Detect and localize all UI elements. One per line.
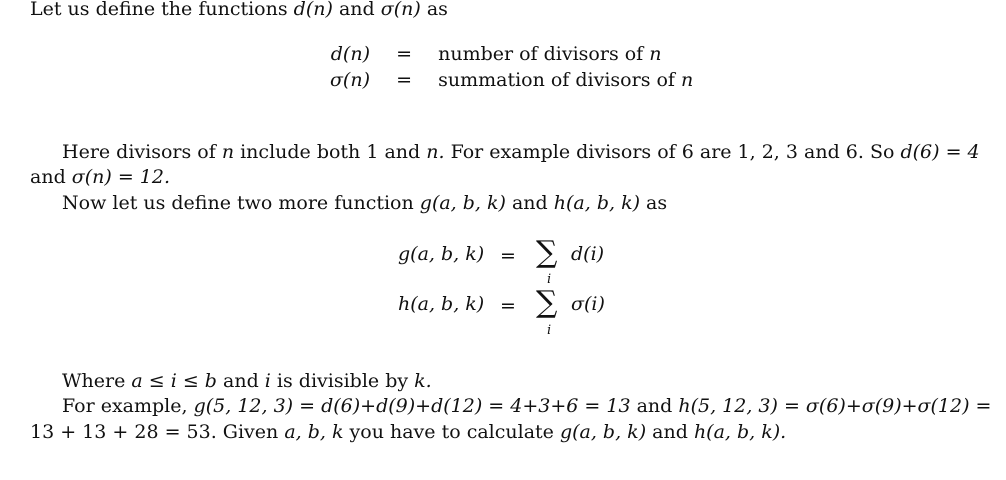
p4-and: and: [652, 421, 688, 443]
sum-index-h: i: [547, 323, 552, 338]
sum-term-g: d(i): [571, 243, 605, 265]
sum-equals-g: =: [500, 245, 516, 267]
sum-equals-h: =: [500, 295, 516, 317]
paragraph-1-line-2: [30, 165, 170, 189]
p3-text: Where: [62, 370, 126, 392]
sigma-symbol-h: ∑: [536, 285, 558, 320]
p4-g-example: g(5, 12, 3) = d(6)+d(9)+d(12) = 4+3+6 = 13: [193, 395, 631, 417]
intro-line: [30, 0, 448, 21]
definition-rhs-text: summation of divisors of: [438, 69, 675, 91]
p2-g: g(a, b, k): [419, 192, 506, 214]
definition-row-d: [300, 42, 662, 66]
definition-row-sigma: [300, 68, 693, 92]
sum-term-h: σ(i): [571, 293, 605, 315]
intro-as: as: [426, 0, 448, 20]
definition-rhs-text: number of divisors of: [438, 43, 644, 65]
intro-function-d: d(n): [293, 0, 333, 20]
p4-g: g(a, b, k): [559, 421, 647, 443]
definition-lhs: d(n): [330, 43, 370, 65]
p4-and: and: [636, 395, 673, 417]
definition-lhs: σ(n): [329, 69, 370, 91]
sum-index-g: i: [547, 272, 552, 287]
paragraph-2: [62, 191, 667, 215]
p2-and: and: [511, 192, 548, 214]
paragraph-4-line-2: [30, 420, 786, 444]
p3-condition: a ≤ i ≤ b: [131, 370, 217, 392]
p4-text: For example,: [62, 395, 188, 417]
p3-var-k: k.: [414, 370, 432, 392]
intro-function-sigma: σ(n): [380, 0, 421, 20]
p1-text: For example divisors of 6 are 1, 2, 3 and 6. So: [450, 141, 895, 163]
p2-text: Now let us define two more function: [62, 192, 414, 214]
sum-lhs-g: g(a, b, k): [398, 243, 485, 265]
p4-h: h(a, b, k).: [693, 421, 787, 443]
p1-sigma-value: σ(n) = 12.: [71, 166, 171, 188]
sum-lhs-h: h(a, b, k): [398, 293, 485, 315]
p3-text: and: [223, 370, 259, 392]
intro-prefix: Let us define the functions: [30, 0, 288, 20]
p3-var-i: i: [264, 370, 271, 392]
p4-vars: a, b, k: [284, 421, 344, 443]
p2-as: as: [646, 192, 668, 214]
paragraph-3: [62, 369, 432, 393]
intro-and: and: [338, 0, 375, 20]
definition-equals: =: [396, 43, 412, 65]
sigma-symbol-g: ∑: [536, 235, 558, 270]
definition-equals: =: [396, 69, 412, 91]
definition-rhs-var: n: [649, 43, 662, 65]
p1-d6: d(6) = 4: [900, 141, 980, 163]
paragraph-1-line-1: [62, 140, 980, 164]
p4-sum-result: 13 + 13 + 28 = 53.: [30, 421, 217, 443]
p3-text: is divisible by: [276, 370, 409, 392]
p4-text: Given: [222, 421, 279, 443]
p1-text: Here divisors of: [62, 141, 216, 163]
paragraph-4-line-1: [62, 394, 991, 418]
definition-rhs-var: n: [681, 69, 694, 91]
p1-var-n: n: [221, 141, 235, 163]
p1-text: include both 1 and: [240, 141, 421, 163]
p2-h: h(a, b, k): [553, 192, 640, 214]
p1-var-n: n.: [426, 141, 445, 163]
p4-text: you have to calculate: [349, 421, 554, 443]
p1-and: and: [30, 166, 66, 188]
p4-h-example: h(5, 12, 3) = σ(6)+σ(9)+σ(12) =: [678, 395, 992, 417]
